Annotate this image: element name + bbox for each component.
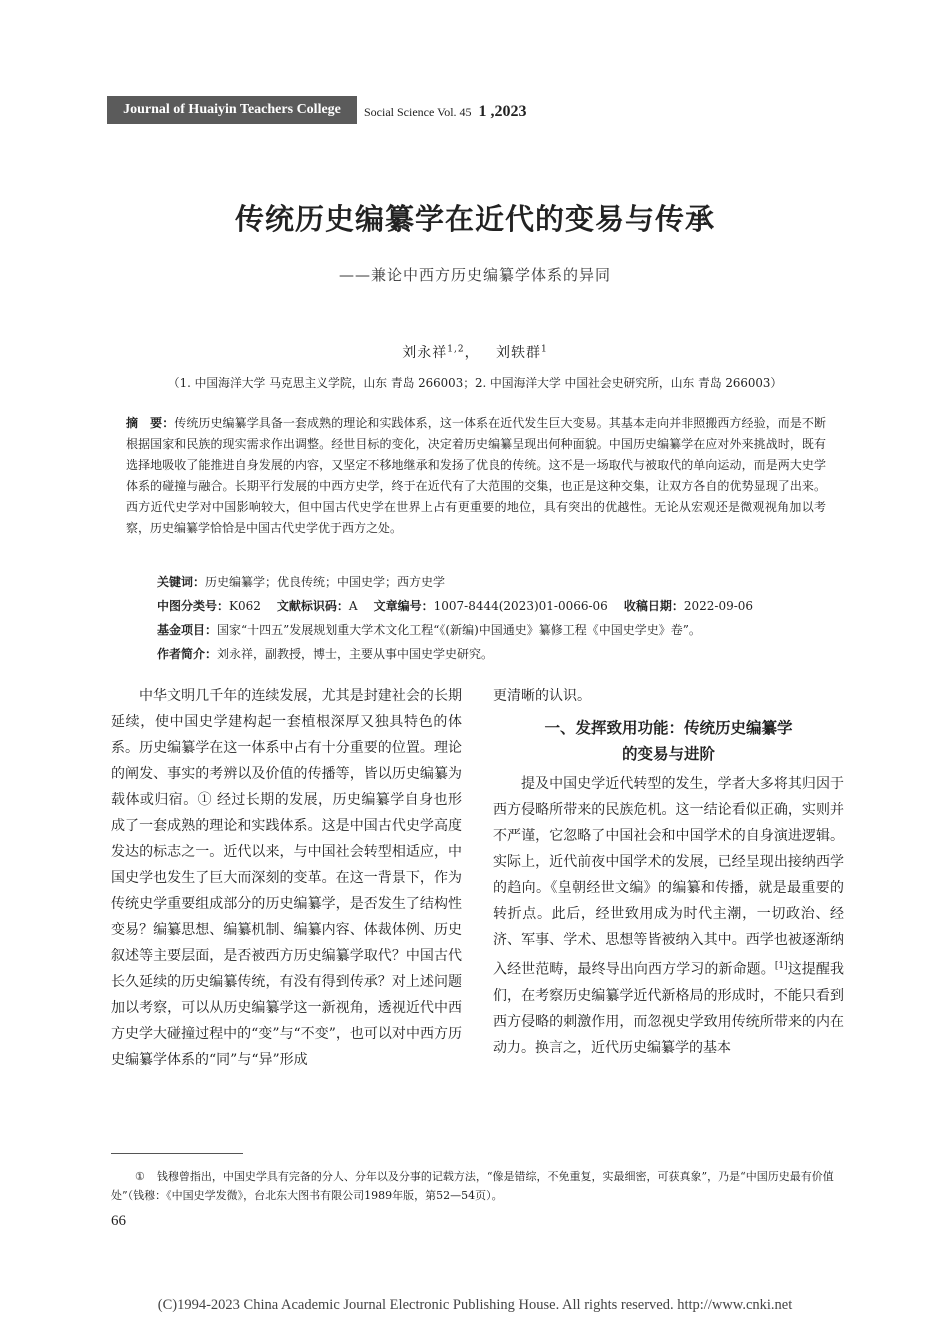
article-number-value: 1007-8444(2023)01-0066-06 (433, 599, 608, 613)
author-bio-label: 作者简介： (157, 647, 218, 661)
article-subtitle: ——兼论中西方历史编纂学体系的异同 (338, 266, 611, 284)
footnote-divider (111, 1153, 243, 1154)
doc-code-label: 文献标识码： (276, 599, 349, 613)
article-title: 传统历史编纂学在近代的变易与传承 (234, 202, 715, 236)
classification-line (157, 597, 837, 614)
body-left-column (111, 683, 462, 1073)
author-1-affil-mark: 1,2 (447, 344, 465, 355)
journal-name-banner: Journal of Huaiyin Teachers College (107, 96, 357, 124)
journal-series-volume (364, 100, 527, 124)
intro-continuation: 更清晰的认识。 (493, 688, 591, 704)
section-1-heading-line-2: 的变易与进阶 (621, 744, 715, 763)
author-bio-line (157, 645, 837, 662)
author-separator: ， (464, 345, 480, 361)
doc-code-value: A (348, 599, 358, 613)
section-1-heading (493, 715, 844, 767)
funding-text: 国家“十四五”发展规划重大学术文化工程“《(新编)中国通史》纂修工程《中国史学史》卷”。 (217, 623, 701, 637)
footnote-text: 钱穆曾指出，中国史学具有完备的分人、分年以及分事的记载方法，“像是错综，不免重复，实最细密，可获真象”，乃是“中国历史最有价值处”（钱穆：《中国史学发微》，台北东大图书有限公司1989年版，第52—54页）。 (111, 1170, 834, 1202)
received-date-label: 收稿日期： (623, 599, 684, 613)
copyright-notice: (C)1994-2023 China Academic Journal Electronic Publishing House. All rights reserved. http://www.cnki.net (157, 1297, 793, 1313)
affiliations: （1. 中国海洋大学 马克思主义学院，山东 青岛 266003；2. 中国海洋大学 中国社会史研究所，山东 青岛 266003） (167, 376, 783, 390)
funding-line (157, 621, 837, 638)
section-1-paragraph (493, 771, 844, 1061)
body-right-column (493, 683, 844, 1061)
author-1-name[interactable]: 刘永祥 (402, 345, 448, 361)
series-volume-text: Social Science Vol. 45 (364, 105, 472, 119)
keywords-text: 历史编纂学；优良传统；中国史学；西方史学 (205, 575, 446, 589)
abstract-text: 传统历史编纂学具备一套成熟的理论和实践体系，这一体系在近代发生巨大变易。其基本走向并非照搬西方经验，而是不断根据国家和民族的现实需求作出调整。经世目标的变化，决定着历史编纂呈现出何种面貌。中国历史编纂学在应对外来挑战时，既有选择地吸收了能推进自身发展的内容，又坚定不移地继承和发扬了优良的传统。这不是一场取代与被取代的单向运动，而是两大史学体系的碰撞与融合。长期平行发展的中西方史学，终于在近代有了大范围的交集，也正是这种交集，让双方各自的优势显现了出来。西方近代史学对中国影响较大，但中国古代史学在世界上占有更重要的地位，具有突出的优越性。无论从宏观还是微观视角加以考察，历史编纂学恰恰是中国古代史学优于西方之处。 (126, 416, 826, 535)
funding-label: 基金项目： (157, 623, 218, 637)
abstract (126, 413, 826, 539)
section-1-text-b: 这提醒我们，在考察历史编纂学近代新格局的形成时，不能只看到西方侵略的刺激作用，而忽视史学致用传统所带来的内在动力。换言之，近代历史编纂学的基本 (493, 961, 844, 1056)
abstract-label: 摘 要： (126, 416, 175, 430)
footnote-marker: ① (135, 1170, 145, 1183)
section-1-text-a: 提及中国史学近代转型的发生，学者大多将其归因于西方侵略所带来的民族危机。这一结论看似正确，实则并不严谨，它忽略了中国社会和中国学术的自身演进逻辑。实际上，近代前夜中国学术的发展，已经呈现出接纳西学的趋向。《皇朝经世文编》的编纂和传播，就是最重要的转折点。此后，经世致用成为时代主潮，一切政治、经济、军事、学术、思想等皆被纳入其中。西学也被逐渐纳入经世范畴，最终导出向西方学习的新命题。 (493, 776, 844, 978)
citation-1[interactable]: [1] (774, 961, 788, 971)
article-number-label: 文章编号： (373, 599, 434, 613)
author-2-affil-mark: 1 (540, 344, 548, 355)
page-number: 66 (111, 1213, 126, 1229)
keywords-label: 关键词： (157, 575, 206, 589)
author-2-name[interactable]: 刘轶群 (495, 345, 541, 361)
section-1-heading-line-1: 一、发挥致用功能：传统历史编纂学 (544, 718, 793, 737)
clc-label: 中图分类号： (157, 599, 230, 613)
clc-value: K062 (229, 599, 261, 613)
keywords-line (157, 573, 837, 590)
issue-number: 1 ,2023 (478, 103, 527, 120)
intro-paragraph: 中华文明几千年的连续发展，尤其是封建社会的长期延续，使中国史学建构起一套植根深厚又独具特色的体系。历史编纂学在这一体系中占有十分重要的位置。理论的阐发、事实的考辨以及价值的传播等，皆以历史编纂为载体或归宿。① 经过长期的发展，历史编纂学自身也形成了一套成熟的理论和实践体系。这是中国古代史学高度发达的标志之一。近代以来，与中国社会转型相适应，中国史学也发生了巨大而深刻的变革。在这一背景下，作为传统史学重要组成部分的历史编纂学，是否发生了结构性变易？编纂思想、编纂机制、编纂内容、体裁体例、历史叙述等主要层面，是否被西方历史编纂学取代？中国古代长久延续的历史编纂传统，有没有得到传承？对上述问题加以考察，可以从历史编纂学这一新视角，透视近代中西方史学大碰撞过程中的“变”与“不变”，也可以对中西方历史编纂学体系的“同”与“异”形成 (111, 688, 462, 1068)
author-line (0, 342, 950, 362)
footnote (111, 1167, 851, 1205)
author-bio-text: 刘永祥，副教授，博士，主要从事中国史学史研究。 (217, 647, 494, 661)
received-date-value: 2022-09-06 (683, 599, 754, 613)
